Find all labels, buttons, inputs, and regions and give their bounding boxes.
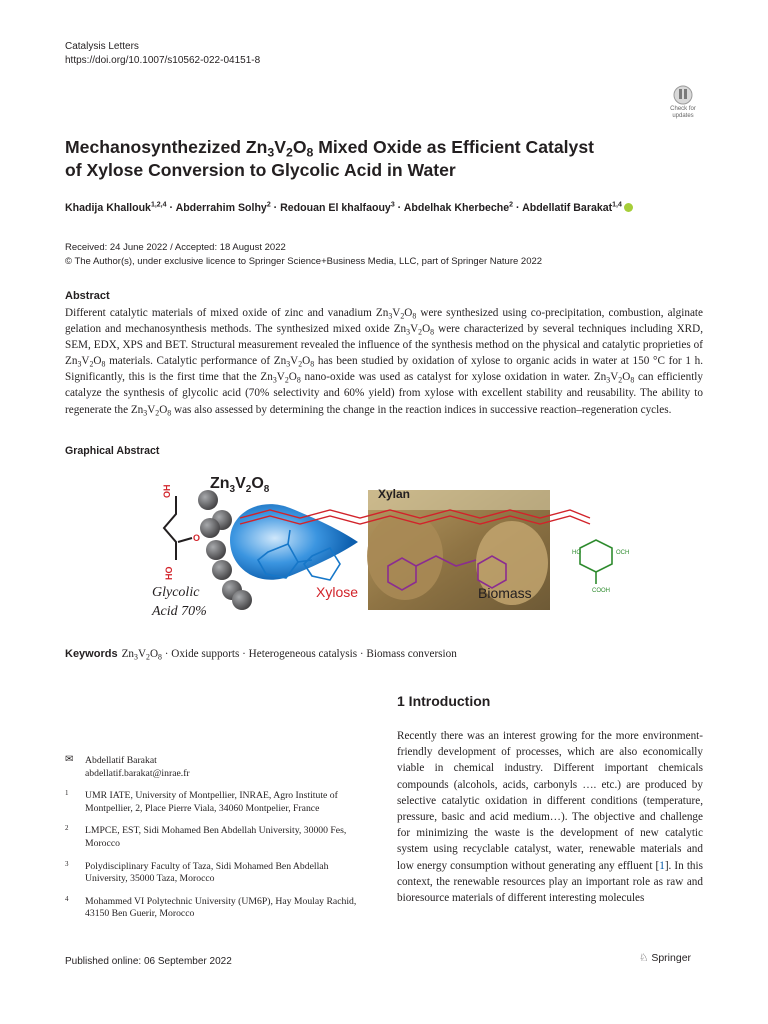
- title-text: O: [292, 137, 307, 157]
- catalyst-particle: [198, 490, 218, 510]
- received-block: [65, 241, 542, 269]
- svg-text:HO: HO: [164, 566, 174, 580]
- title-text: V: [274, 137, 286, 157]
- author-name[interactable]: Abderrahim Solhy: [175, 202, 267, 214]
- springer-horse-icon: ♘: [639, 952, 649, 964]
- publisher-name: Springer: [651, 952, 692, 964]
- svg-text:HO: HO: [572, 550, 581, 556]
- keywords-rest: · Oxide supports · Heterogeneous catalysis · Biomass conversion: [161, 648, 457, 660]
- glucuronic-structure: [580, 540, 612, 584]
- title-text: Mixed Oxide as Efficient Catalyst: [313, 137, 594, 157]
- svg-text:OCH: OCH: [616, 550, 630, 556]
- introduction-text: Recently there was an interest growing for the more environment-friendly development of processes, which are also economically viable in chemical industry. Different important chemicals compounds (alcohols, acids, carbonyls …. etc.) are produced by selective catalytic oxidation in different conditions (temperature, pressure, basic and acid medium…). The objective and challenge for minimizing the waste is the development of new catalytic system using recyclable catalyst, water, renewable materials and low energy consumption without generating any effluent [1]. In this context, the renewable resources play an important role as raw and bioresource materials of different interesting molecules: [397, 730, 703, 905]
- doi-link[interactable]: https://doi.org/10.1007/s10562-022-04151-8: [65, 55, 261, 66]
- author-affiliation-sup: 2: [509, 201, 514, 209]
- received-dates: Received: 24 June 2022 / Accepted: 18 August 2022: [65, 242, 286, 253]
- published-date: Published online: 06 September 2022: [65, 956, 232, 967]
- publisher-logo: [639, 952, 691, 964]
- journal-name: Catalysis Letters: [65, 41, 139, 52]
- article-title: [65, 136, 685, 182]
- affiliation-footnotes: [65, 755, 365, 931]
- corresponding-email[interactable]: abdellatif.barakat@inrae.fr: [85, 767, 190, 779]
- title-sub: 8: [306, 145, 314, 160]
- author-name[interactable]: Abdellatif Barakat: [522, 202, 613, 214]
- keywords-label: Keywords: [65, 648, 118, 660]
- keywords-line: Keywords $Zn_3V_2O_8$ · Oxide supports · Heterogeneous catalysis · Biomass conversion: [65, 648, 457, 662]
- acid-percent-label: Acid 70%: [152, 604, 207, 619]
- biomass-label: Biomass: [478, 585, 532, 601]
- author-affiliation-sup: 3: [390, 201, 395, 209]
- author-affiliation-sup: 1,4: [612, 201, 622, 209]
- orcid-icon[interactable]: [624, 203, 633, 212]
- catalyst-particle: [232, 590, 252, 610]
- journal-header: [65, 40, 260, 68]
- glycolic-acid-structure: [164, 496, 192, 560]
- affiliation-item: 2 LMPCE, EST, Sidi Mohamed Ben Abdellah University, 30000 Fes, Morocco: [65, 824, 347, 849]
- check-updates-line1: Check for: [670, 106, 696, 112]
- abstract-heading: Abstract: [65, 290, 110, 302]
- author-affiliation-sup: 2: [266, 201, 271, 209]
- catalyst-particle: [206, 540, 226, 560]
- affiliation-item: 3 Polydisciplinary Faculty of Taza, Sidi Mohamed Ben Abdellah University, 35000 Taza, Morocco: [65, 859, 329, 885]
- catalyst-particle: [200, 518, 220, 538]
- citation-link[interactable]: 1: [659, 859, 665, 872]
- author-name[interactable]: Redouan El khalfaouy: [280, 202, 391, 214]
- author-name[interactable]: Abdelhak Kherbeche: [403, 202, 510, 214]
- graphical-abstract-heading: Graphical Abstract: [65, 445, 160, 457]
- title-sub: 2: [285, 145, 293, 160]
- title-text: Mechanosynthezized Zn: [65, 137, 268, 157]
- affiliation-item: 4 Mohammed VI Polytechnic University (UM6P), Hay Moulay Rachid, 43150 Ben Guerir, Morocco: [65, 894, 357, 920]
- xylan-label: Xylan: [378, 487, 411, 501]
- author-affiliation-sup: 1,2,4: [150, 201, 167, 209]
- author-list: Khadija Khallouk$^{1,2,4}$ · Abderrahim Solhy$^2$ · Redouan El khalfaouy$^3$ · Abdelhak Kherbeche$^2$ · Abdellatif Barakat$^{1,4}$: [65, 202, 633, 214]
- envelope-icon: ✉: [65, 754, 74, 765]
- check-for-updates-badge[interactable]: [663, 84, 703, 124]
- corresponding-name: Abdellatif Barakat: [85, 755, 157, 766]
- title-sub: 3: [267, 145, 275, 160]
- hay-bale: [367, 512, 443, 600]
- zn3v2o8-label: $Zn_3V_2O_8$: [210, 475, 270, 495]
- check-updates-icon: [663, 84, 703, 106]
- svg-text:O: O: [193, 533, 201, 543]
- catalyst-particle: [212, 560, 232, 580]
- graphical-abstract-figure: [140, 468, 660, 633]
- graphical-abstract-svg: [140, 468, 660, 633]
- introduction-heading: 1 Introduction: [397, 693, 491, 709]
- xylose-label: Xylose: [316, 584, 359, 600]
- check-updates-line2: updates: [672, 112, 694, 119]
- title-line2: of Xylose Conversion to Glycolic Acid in Water: [65, 160, 456, 180]
- glycolic-label: Glycolic: [152, 585, 200, 600]
- svg-text:COOH: COOH: [592, 588, 610, 594]
- svg-text:OH: OH: [162, 484, 172, 498]
- abstract-text: Different catalytic materials of mixed oxide of zinc and vanadium $Zn_3V_2O_8$ were synthesized using co-precipitation, combustion, alginate gelation and mechanosynthesis methods. The synthesized mixed oxide $Zn_3V_2O_8$ were characterized by several techniques including XRD, SEM, EDX, XPS and BET. Structural measurement revealed the influence of the synthesis method on the physical and catalytic proprieties of $Zn_3V_2O_8$ materials. Catalytic performance of $Zn_3V_2O_8$ has been studied by oxidation of xylose to organic acids in water at 150 °C for 1 h. Significantly, this is the first time that the $Zn_3V_2O_8$ nano-oxide was used as catalyst for xylose oxidation in water. $Zn_3V_2O_8$ can efficiently catalyze the synthesis of glycolic acid (70% selectivity and 60% yield) from xylose with excellent stability and reusability. The ability to regenerate the $Zn_3V_2O_8$ was also assessed by determining the change in the reaction indices in successive reaction–regeneration cycles.: [65, 307, 704, 417]
- author-name[interactable]: Khadija Khallouk: [65, 202, 151, 214]
- corresponding-author: [65, 755, 365, 780]
- affiliation-item: 1 UMR IATE, University of Montpellier, INRAE, Agro Institute of Montpellier, 2, Place Pierre Viala, 34060 Montpelier, France: [65, 789, 338, 814]
- copyright-line: © The Author(s), under exclusive licence to Springer Science+Business Media, LLC, part of Springer Nature 2022: [65, 256, 543, 267]
